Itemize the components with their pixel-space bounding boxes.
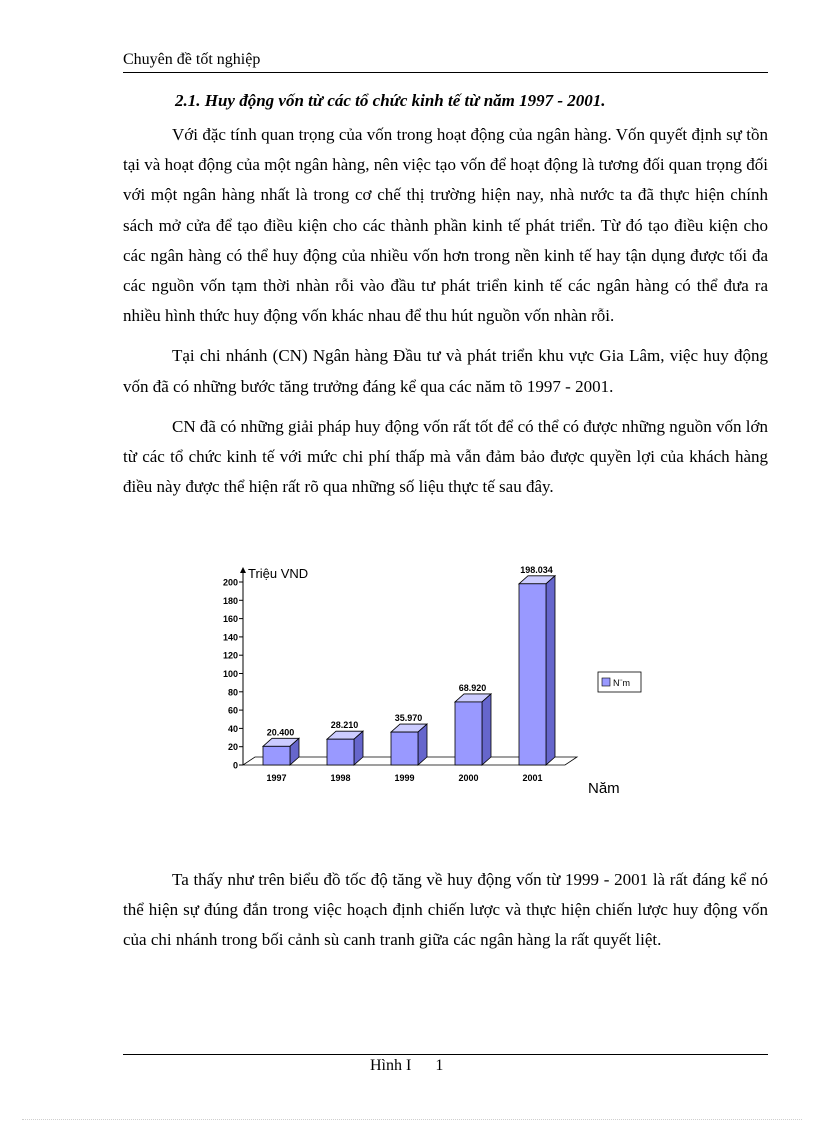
paragraph-3: CN đã có những giải pháp huy động vốn rất tốt để có thể có được những nguồn vốn lớn từ các tổ chức kinh tế với mức chi phí thấp mà vẫn đảm bảo được quyền lợi của khách hàng điều này được thể hiện rất rõ qua những số liệu thực tế sau đây.	[123, 416, 768, 497]
legend-label: N¨m	[613, 678, 630, 688]
y-axis-arrow	[240, 567, 246, 573]
paragraph-2: Tại chi nhánh (CN) Ngân hàng Đầu tư và phát triển khu vực Gia Lâm, việc huy động vốn đã có những bước tăng trưởng đáng kể qua các năm tõ 1997 - 2001.	[123, 346, 768, 396]
y-tick-label: 40	[227, 723, 238, 734]
bar-side	[482, 694, 491, 765]
capital-chart	[200, 560, 650, 810]
header-title: Chuyên đề tốt nghiệp	[123, 51, 261, 68]
x-tick-label: 1998	[330, 773, 351, 783]
footer-divider	[123, 1054, 768, 1055]
bar	[263, 746, 290, 765]
y-tick-label: 120	[222, 650, 238, 661]
header-divider	[123, 72, 768, 73]
section-title: 2.1. Huy động vốn từ các tổ chức kinh tế từ năm 1997 - 2001.	[175, 91, 606, 110]
y-tick-label: 160	[222, 614, 238, 625]
bar	[327, 739, 354, 765]
x-tick-label: 2000	[458, 773, 479, 783]
y-tick-label: 100	[222, 669, 238, 679]
bar-value-label: 68.920	[458, 682, 487, 693]
x-tick-label: 2001	[522, 773, 543, 783]
bar	[519, 584, 546, 765]
x-tick-label: 1997	[266, 773, 287, 783]
bar	[391, 732, 418, 765]
bar-value-label: 28.210	[330, 720, 359, 731]
bar-chart	[200, 560, 650, 810]
y-tick-label: 80	[227, 687, 238, 698]
body-text-bottom	[123, 865, 768, 966]
legend-swatch	[602, 678, 610, 686]
y-tick-label: 200	[222, 577, 238, 588]
footer-text: Hình I 1	[370, 1057, 444, 1074]
paragraph-4: Ta thấy như trên biểu đồ tốc độ tăng về huy động vốn từ 1999 - 2001 là rất đáng kể nó thể hiện sự đúng đắn trong việc hoạch định chiến lược và thực hiện chiến lược huy động vốn của chi nhánh trong bối cảnh sù canh tranh giữa các ngân hàng la rất quyết liệt.	[123, 870, 768, 950]
page-bottom-border	[22, 1119, 802, 1120]
y-tick-label: 20	[227, 742, 238, 753]
bar-value-label: 20.400	[266, 727, 295, 738]
paragraph-1: Với đặc tính quan trọng của vốn trong hoạt động của ngân hàng. Vốn quyết định sự tồn tại và hoạt động của một ngân hàng, nên việc tạo vốn để hoạt động là tương đối quan trọng đối với một ngân hàng nhất là trong cơ chế thị trường hiện nay, nhà nước ta đã thực hiện chính sách mở cửa để tạo điều kiện cho các thành phần kinh tế phát triển. Từ đó tạo điều kiện cho các ngân hàng có thể huy động của nhiều vốn hơn trong nền kinh tế hay tận dụng được tối đa các nguồn vốn tạm thời nhàn rỗi vào đầu tư phát triển kinh tế các ngân hàng có thể đưa ra nhiều hình thức huy động vốn khác nhau để thu hút nguồn vốn nhàn rỗi.	[123, 125, 768, 326]
y-tick-label: 60	[227, 705, 238, 716]
body-text-top	[123, 120, 768, 512]
y-tick-label: 180	[222, 595, 238, 606]
y-tick-label: 0	[232, 760, 238, 771]
y-tick-label: 140	[222, 632, 238, 643]
y-axis-label: Triệu VND	[248, 566, 309, 581]
x-axis-label: Năm	[588, 780, 620, 797]
bar-value-label: 35.970	[394, 713, 423, 724]
bar-side	[546, 576, 555, 765]
bar	[455, 702, 482, 765]
bar-value-label: 198.034	[520, 564, 553, 575]
x-tick-label: 1999	[394, 773, 415, 783]
